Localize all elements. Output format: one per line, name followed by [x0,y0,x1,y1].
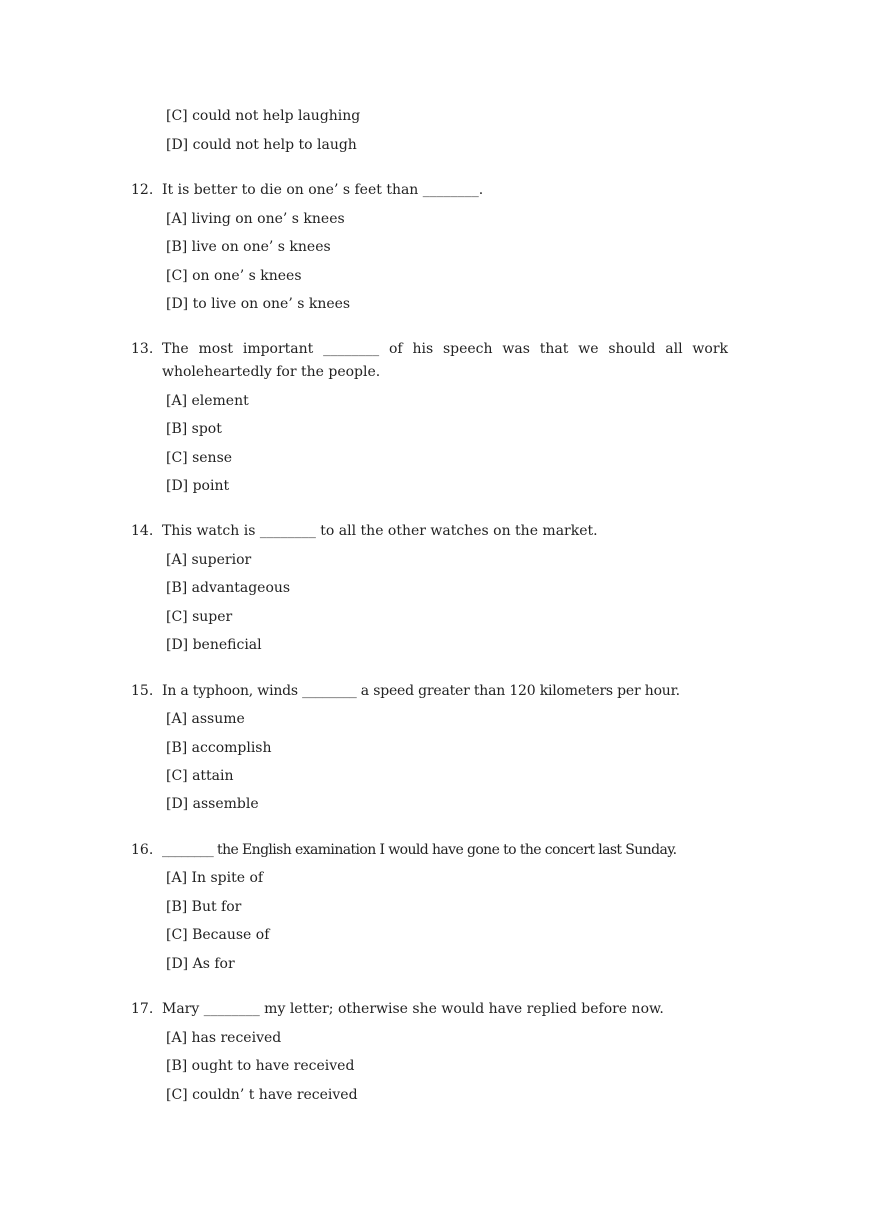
option-15-a: [A] assume [166,711,245,727]
option-15-c: [C] attain [166,768,234,784]
option-16-a: [A] In spite of [166,870,264,886]
question-16-text: ________ the English examination I would have gone to the concert last Sunday. [162,842,677,858]
option-13-b: [B] spot [166,421,222,437]
option-12-c: [C] on one’ s knees [166,268,302,284]
option-16-c: [C] Because of [166,927,270,943]
option-14-b: [B] advantageous [166,580,291,596]
question-12-text: It is better to die on one’ s feet than ________. [162,182,484,198]
option-14-d: [D] beneficial [166,637,262,653]
option-13-d: [D] point [166,478,230,494]
question-16-number: 16. [131,842,154,858]
question-14-text: This watch is ________ to all the other watches on the market. [162,523,598,539]
option-12-a: [A] living on one’ s knees [166,211,345,227]
option-16-b: [B] But for [166,899,242,915]
question-17-number: 17. [131,1001,154,1017]
option-11-d: [D] could not help to laugh [166,137,357,153]
option-17-a: [A] has received [166,1030,282,1046]
option-13-a: [A] element [166,393,249,409]
option-13-c: [C] sense [166,450,233,466]
option-14-a: [A] superior [166,552,252,568]
question-12-number: 12. [131,182,154,198]
option-15-d: [D] assemble [166,796,259,812]
question-13-number: 13. [131,341,154,357]
question-14-number: 14. [131,523,154,539]
option-17-b: [B] ought to have received [166,1058,355,1074]
option-14-c: [C] super [166,609,233,625]
option-11-c: [C] could not help laughing [166,108,361,124]
question-15-number: 15. [131,683,154,699]
option-17-c: [C] couldn’ t have received [166,1087,358,1103]
option-15-b: [B] accomplish [166,740,272,756]
question-13-text-line1: The most important ________ of his speech was that we should all work [162,341,728,357]
question-13-text-line2: wholeheartedly for the people. [162,364,381,380]
option-12-b: [B] live on one’ s knees [166,239,331,255]
question-17-text: Mary ________ my letter; otherwise she would have replied before now. [162,1001,664,1017]
question-15-text: In a typhoon, winds ________ a speed greater than 120 kilometers per hour. [162,683,680,699]
option-12-d: [D] to live on one’ s knees [166,296,351,312]
option-16-d: [D] As for [166,956,235,972]
